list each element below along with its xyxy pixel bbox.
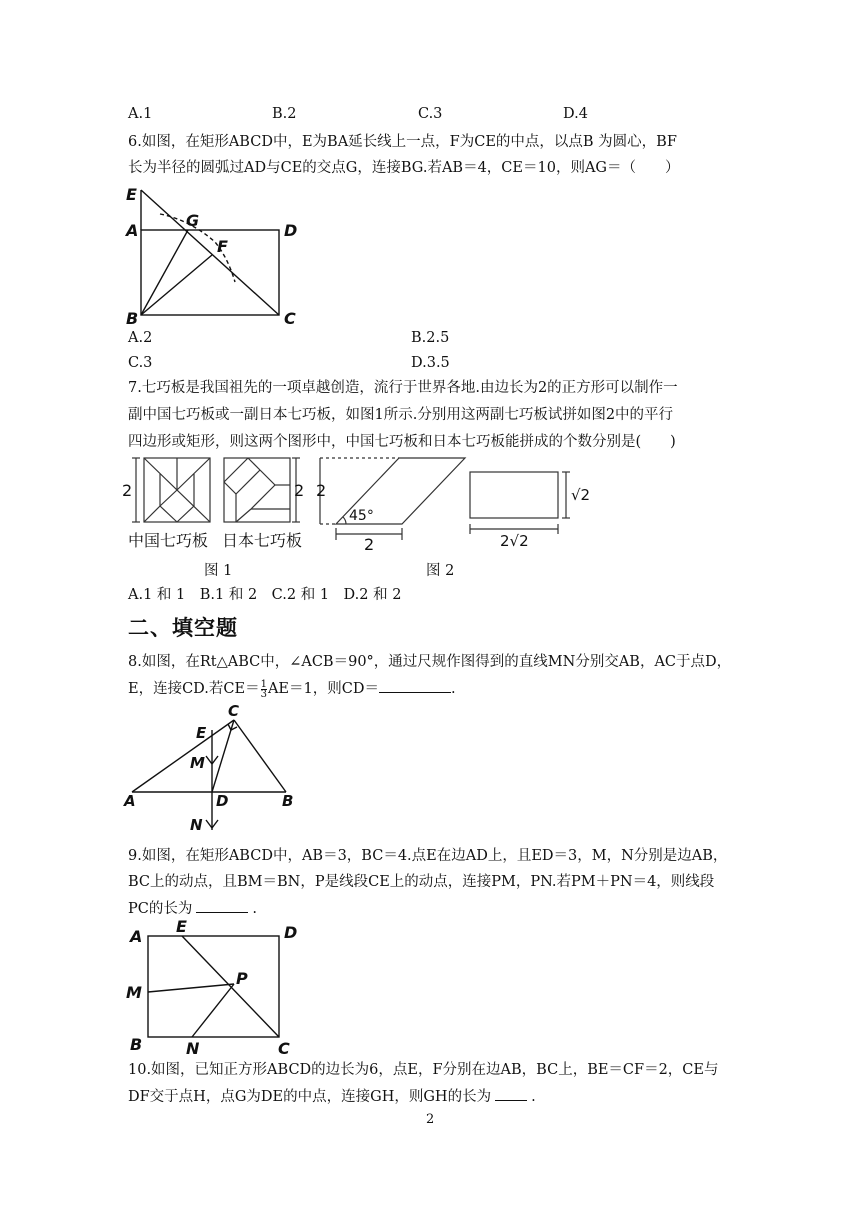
q5-option-c: C.3 xyxy=(418,106,443,122)
q9-label-p: P xyxy=(236,969,248,988)
q7-angle-label: 45° xyxy=(349,508,374,524)
q7-rect-height-label: √2 xyxy=(571,486,591,504)
q6-option-d: D.3.5 xyxy=(411,355,450,371)
q8-line-2 xyxy=(128,678,456,699)
q8-text-a: E，连接CD.若CE＝ xyxy=(128,681,260,697)
q8-label-e: E xyxy=(196,724,207,742)
q7-rect-width-label: 2√2 xyxy=(500,532,529,550)
q8-label-n: N xyxy=(190,816,203,834)
q8-triangle-figure xyxy=(120,702,310,836)
q6-label-g: G xyxy=(186,211,200,230)
q10-text-a: DF交于点H，点G为DE的中点，连接GH，则GH的长为 xyxy=(128,1089,492,1105)
q7-parallelogram-height-label: 2 xyxy=(316,481,327,500)
q9-answer-blank[interactable] xyxy=(196,898,248,913)
q10-line-2 xyxy=(128,1086,536,1107)
q8-fraction xyxy=(261,680,267,699)
q8-label-b: B xyxy=(282,792,294,810)
q6-option-b: B.2.5 xyxy=(411,330,450,346)
q10-line-1: 10.如图，已知正方形ABCD的边长为6，点E，F分别在边AB，BC上，BE＝CF＝2，CE与 xyxy=(128,1062,719,1078)
q8-label-d: D xyxy=(216,792,229,810)
q7-japanese-tangram-label: 日本七巧板 xyxy=(222,531,303,550)
q5-option-a: A.1 xyxy=(128,106,153,122)
q6-line-1: 6.如图，在矩形ABCD中，E为BA延长线上一点，F为CE的中点，以点B 为圆心，BF xyxy=(128,134,677,150)
q8-text-b: AE＝1，则CD＝ xyxy=(267,681,379,697)
q10-answer-blank[interactable] xyxy=(495,1086,527,1101)
q6-label-a: A xyxy=(126,221,139,240)
q5-option-d: D.4 xyxy=(563,106,588,122)
q7-line-2: 副中国七巧板或一副日本七巧板，如图1所示.分别用这两副七巧板试拼如图2中的平行 xyxy=(128,407,674,423)
q7-parallelogram-base-label: 2 xyxy=(364,535,375,554)
q6-label-b: B xyxy=(126,309,139,328)
q7-chinese-side-label: 2 xyxy=(122,481,133,500)
q9-label-e: E xyxy=(176,917,187,936)
q10-text-b: . xyxy=(531,1089,536,1105)
q7-figure-1-caption: 图 1 xyxy=(204,563,233,579)
q6-label-d: D xyxy=(284,221,298,240)
q8-text-c: . xyxy=(450,681,456,697)
q6-line-2: 长为半径的圆弧过AD与CE的交点G，连接BG.若AB＝4，CE＝10，则AG＝（ ） xyxy=(128,160,680,176)
q9-text-a: PC的长为 xyxy=(128,901,193,917)
q9-label-d: D xyxy=(284,923,298,942)
q9-line-3 xyxy=(128,898,257,919)
q9-label-n: N xyxy=(186,1039,200,1058)
q8-label-c: C xyxy=(228,702,240,720)
q6-label-f: F xyxy=(217,237,228,256)
q6-rectangle-figure xyxy=(120,180,320,328)
q9-label-m: M xyxy=(126,983,142,1002)
section-title: 二、填空题 xyxy=(128,616,238,640)
q7-line-1: 7.七巧板是我国祖先的一项卓越创造，流行于世界各地.由边长为2的正方形可以制作一 xyxy=(128,380,678,396)
q9-rectangle-figure xyxy=(120,918,320,1060)
q7-line-3: 四边形或矩形，则这两个图形中，中国七巧板和日本七巧板能拼成的个数分别是( ) xyxy=(128,434,676,450)
q9-line-1: 9.如图，在矩形ABCD中，AB＝3，BC＝4.点E在边AD上，且ED＝3，M，N分别是边AB， xyxy=(128,848,728,864)
q8-answer-blank[interactable] xyxy=(379,678,451,693)
q9-label-b: B xyxy=(130,1035,143,1054)
q7-figure-2-caption: 图 2 xyxy=(426,563,455,579)
q6-label-e: E xyxy=(126,185,137,204)
q6-option-a: A.2 xyxy=(128,330,153,346)
q8-fraction-numerator: 1 xyxy=(260,678,267,690)
page-number: 2 xyxy=(426,1112,435,1127)
q9-label-c: C xyxy=(278,1039,290,1058)
q9-line-2: BC上的动点，且BM＝BN，P是线段CE上的动点，连接PM，PN.若PM＋PN＝4，则线段 xyxy=(128,874,715,890)
q5-option-b: B.2 xyxy=(272,106,297,122)
q8-line-1: 8.如图，在Rt△ABC中，∠ACB＝90°，通过尺规作图得到的直线MN分别交AB，AC于点D， xyxy=(128,654,732,670)
q9-label-a: A xyxy=(130,927,143,946)
q7-chinese-tangram-label: 中国七巧板 xyxy=(128,531,209,550)
q8-label-m: M xyxy=(190,754,205,772)
q7-options: A.1 和 1 B.1 和 2 C.2 和 1 D.2 和 2 xyxy=(128,587,402,603)
q6-label-c: C xyxy=(284,309,296,328)
q7-japanese-side-label: 2 xyxy=(294,481,305,500)
q8-fraction-denominator: 3 xyxy=(260,688,267,700)
q8-label-a: A xyxy=(124,792,136,810)
q6-option-c: C.3 xyxy=(128,355,153,371)
q9-text-b: . xyxy=(252,901,257,917)
